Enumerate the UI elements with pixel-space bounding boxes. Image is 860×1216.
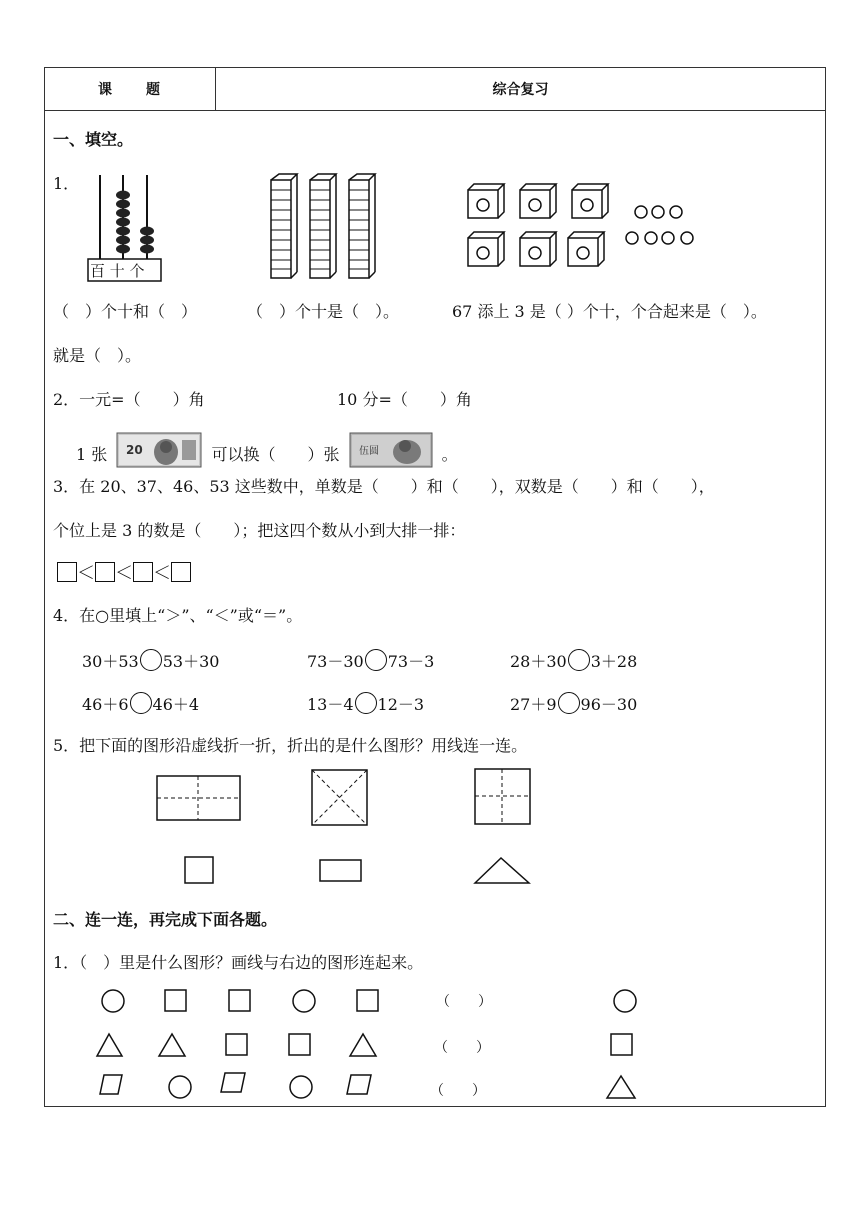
compare-left: 28＋30: [510, 652, 567, 671]
q1-fill-c: 67 添上 3 是（ ）个十，个合起来是（ ）。: [452, 302, 767, 321]
q2-line1-b: 10 分=（ ）角: [337, 390, 472, 409]
parallelogram-shape: [100, 1075, 122, 1094]
square-shape: [229, 990, 250, 1011]
answer-circle-shape: [614, 990, 636, 1012]
compare-circle[interactable]: [130, 692, 152, 714]
q3-line1: 3．在 20、37、46、53 这些数中，单数是（ ）和（ ），双数是（ ）和（ ），: [53, 477, 715, 496]
compare-right: 73－3: [387, 652, 435, 671]
bill-value-text: 20: [126, 443, 144, 457]
answer-square-shape: [185, 857, 213, 883]
q1-fill-b: （ ）个十是（ ）。: [247, 302, 400, 321]
subject-value: 综合复习: [492, 82, 549, 98]
lt-sign: ＜: [115, 563, 133, 584]
answer-box[interactable]: [95, 562, 115, 582]
section1-title: 一、填空。: [53, 130, 134, 149]
circle-shape: [169, 1076, 191, 1098]
compare-right: 3＋28: [590, 652, 638, 671]
compare-item: [82, 692, 199, 715]
answer-triangle-shape: [475, 858, 529, 883]
bill2-text: 伍圆: [358, 446, 379, 457]
compare-item: [510, 692, 637, 715]
compare-left: 27＋9: [510, 695, 557, 714]
compare-left: 30＋53: [82, 652, 139, 671]
compare-left: 13－4: [307, 695, 354, 714]
answer-box[interactable]: [57, 562, 77, 582]
compare-circle[interactable]: [140, 649, 162, 671]
ten-sticks-image: [266, 172, 386, 282]
compare-circle[interactable]: [558, 692, 580, 714]
abacus-label: 百 十 个: [90, 262, 145, 280]
compare-item: [307, 692, 424, 715]
s2-q1-title: 1．（ ）里是什么图形？画线与右边的图形连起来。: [53, 953, 424, 972]
compare-right: 12－3: [377, 695, 425, 714]
q4-title: 4．在○里填上“＞”、“＜”或“＝”。: [53, 606, 303, 625]
compare-circle[interactable]: [568, 649, 590, 671]
subject-label: 课 题: [45, 68, 216, 110]
fold-shapes-diagram: [150, 765, 550, 893]
q2-period: 。: [441, 445, 458, 464]
q1-fill-a: （ ）个十和（ ）: [53, 302, 198, 321]
answer-triangle-shape: [607, 1076, 635, 1098]
compare-left: 46＋6: [82, 695, 129, 714]
compare-item: [307, 649, 434, 672]
compare-right: 46＋4: [152, 695, 200, 714]
circle-shape: [290, 1076, 312, 1098]
lt-sign: ＜: [153, 563, 171, 584]
blank-parens: （ ）: [434, 1040, 490, 1056]
matching-shapes-diagram: [90, 985, 650, 1105]
blank-parens: （ ）: [436, 994, 492, 1010]
q1-number: 1．: [53, 174, 80, 193]
parallelogram-shape: [221, 1073, 245, 1092]
square-shape: [226, 1034, 247, 1055]
compare-circle[interactable]: [365, 649, 387, 671]
apple-boxes-image: [464, 180, 704, 276]
answer-box[interactable]: [133, 562, 153, 582]
section2-title: 二、连一连，再完成下面各题。: [53, 910, 278, 929]
header-row: [45, 68, 825, 111]
q2-line1-a: 2．一元=（ ）角: [53, 390, 205, 409]
lt-sign: ＜: [77, 563, 95, 584]
five-yuan-bill: [349, 432, 433, 473]
compare-left: 73－30: [307, 652, 364, 671]
square-shape: [357, 990, 378, 1011]
q2-line2: [76, 432, 458, 473]
q2-can-exchange: 可以换（ ）张: [211, 445, 340, 464]
answer-rectangle-shape: [320, 860, 361, 881]
compare-right: 53＋30: [162, 652, 220, 671]
circle-shape: [293, 990, 315, 1012]
triangle-shape: [350, 1034, 376, 1056]
twenty-yuan-bill: [116, 432, 202, 473]
compare-right: 96－30: [580, 695, 638, 714]
square-shape: [289, 1034, 310, 1055]
q1-fill-d: 就是（ ）。: [53, 346, 142, 365]
q5-title: 5．把下面的图形沿虚线折一折，折出的是什么图形？用线连一连。: [53, 736, 528, 755]
answer-square-shape: [611, 1034, 632, 1055]
parallelogram-shape: [347, 1075, 371, 1094]
compare-item: [82, 649, 219, 672]
circle-shape: [102, 990, 124, 1012]
triangle-shape: [97, 1034, 122, 1056]
q3-line2: 个位上是 3 的数是（ ）；把这四个数从小到大排一排：: [53, 521, 466, 540]
compare-item: [510, 649, 637, 672]
order-boxes: [57, 562, 191, 585]
q2-one-sheet: 1 张: [76, 445, 108, 464]
triangle-shape: [159, 1034, 185, 1056]
compare-circle[interactable]: [355, 692, 377, 714]
answer-box[interactable]: [171, 562, 191, 582]
square-shape: [165, 990, 186, 1011]
blank-parens: （ ）: [430, 1083, 486, 1099]
